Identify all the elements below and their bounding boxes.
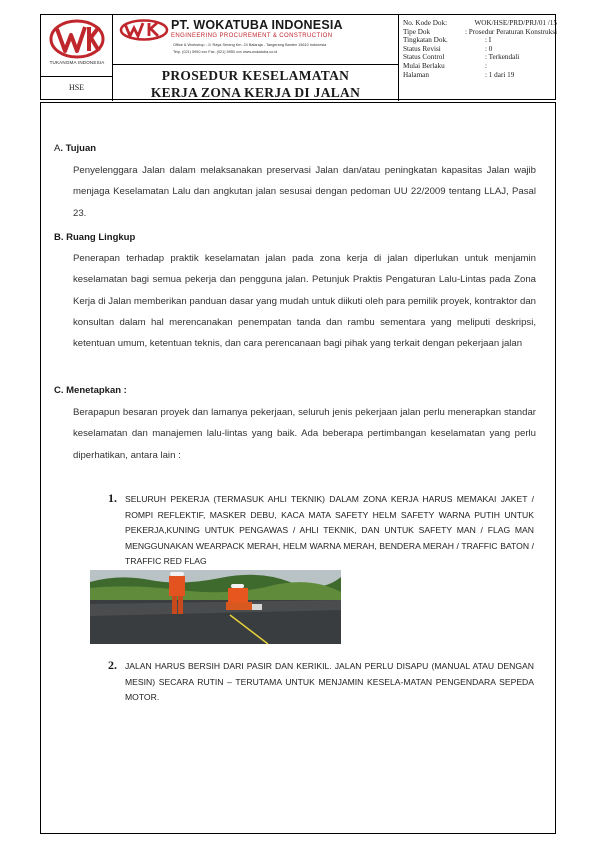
company-cell [113, 15, 399, 65]
document-header [40, 14, 556, 100]
section-b-text: Penerapan terhadap praktik keselamatan jalan pada zona kerja di jalan diperlukan untuk menjamin keselamatan bagi semua pekerja dan pengguna jalan. Petunjuk Praktis Pengaturan Lalu-Lintas pada Zona Kerja di Jalan memberikan panduan dasar yang mudah untuk diikuti oleh para pemilik proyek, kontraktor dan konsultan dalam hal merencanakan penempatan tanda dan rambu sementara yang meliputi deskripsi, ketentuan umum, ketentuan teknis, dan cara perencanaan bagi pihak yang terkait dengan pekerjaan jalan [73, 253, 536, 350]
section-b-heading: B. Ruang Lingkup [54, 232, 136, 243]
info-row: Tipe Dok : Prosedur Peraturan Konstruksi [403, 27, 557, 36]
section-a-heading: A. Tujuan [54, 143, 97, 154]
list-item-text: SELURUH PEKERJA (TERMASUK AHLI TEKNIK) DALAM ZONA KERJA HARUS MEMAKAI JAKET / ROMPI REFLEKTIF, MASKER DEBU, KACA MATA SAFETY HELM SAFETY WARNA PUTIH UNTUK PEKERJA,KUNING UNTUK PENGAWAS / AHLI TEKNIK, DAN UNTUK SAFETY MAN / FLAG MAN MENGGUNAKAN WEARPACK MERAH, HELM WARNA MERAH, BENDERA MERAH / TRAFFIC BATON / TRAFFIC RED FLAG [125, 494, 534, 567]
wk-logo-icon [49, 19, 105, 59]
section-c-text: Berapapun besaran proyek dan lamanya pekerjaan, seluruh jenis pekerjaan jalan perlu menerapkan standar keselamatan dan manajemen lalu-lintas yang baik. Ada beberapa pertimbangan keselamatan yang perlu diperhatikan, antara lain : [73, 407, 536, 461]
logo-cell [41, 15, 113, 77]
document-title-line1: PROSEDUR KESELAMATAN [161, 68, 350, 83]
list-item-text: JALAN HARUS BERSIH DARI PASIR DAN KERIKIL. JALAN PERLU DISAPU (MANUAL ATAU DENGAN MESIN) SECARA RUTIN – TERUTAMA UNTUK MENJAMIN KESELA-MATAN PENGENDARA SEPEDA MOTOR. [125, 661, 534, 703]
info-row: No. Kode Dok: WOK/HSE/PRD/PRJ/01 /15 [403, 19, 557, 27]
company-name: PT. WOKATUBA INDONESIA [171, 18, 343, 32]
section-a-text: Penyelenggara Jalan dalam melaksanakan preservasi Jalan dan/atau peningkatan kapasitas Jalan wajib menjaga Keselamatan Lalu dan angkutan jalan sesusai dengan pedoman UU 22/2009 tentang LLAJ, Pasal 23. [73, 165, 536, 219]
info-row: Tingkatan Dok. : I [403, 36, 492, 45]
section-c-heading: C. Menetapkan : [54, 385, 127, 396]
company-logo-icon [119, 19, 169, 41]
document-title-line2: KERJA ZONA KERJA DI JALAN [150, 85, 361, 100]
logo-caption: TUKANGMA INDONESIA [49, 60, 105, 65]
road-workers-photo [90, 570, 341, 644]
info-row: Mulai Berlaku : [403, 61, 487, 70]
info-row: Halaman : 1 dari 19 [403, 70, 515, 79]
document-info [399, 15, 557, 101]
company-tagline: ENGINEERING PROCUREMENT & CONSTRUCTION [171, 33, 333, 39]
info-row: Status Revisi : 0 [403, 44, 493, 53]
list-item-number: 1. [108, 491, 117, 505]
list-item-number: 2. [108, 658, 117, 672]
company-contact: Telp. (021) 5950 xxx Fax. (021) 5950 xxx www.wokatuba.co.id [173, 50, 278, 54]
document-title [113, 65, 399, 101]
info-row: Status Control : Terkendali [403, 53, 520, 62]
company-address: Office & Workshop : Jl. Raya Serang Km. 24 Balaraja - Tangerang Banten 15610 Indonesia [173, 43, 327, 47]
department-label: HSE [41, 77, 113, 101]
